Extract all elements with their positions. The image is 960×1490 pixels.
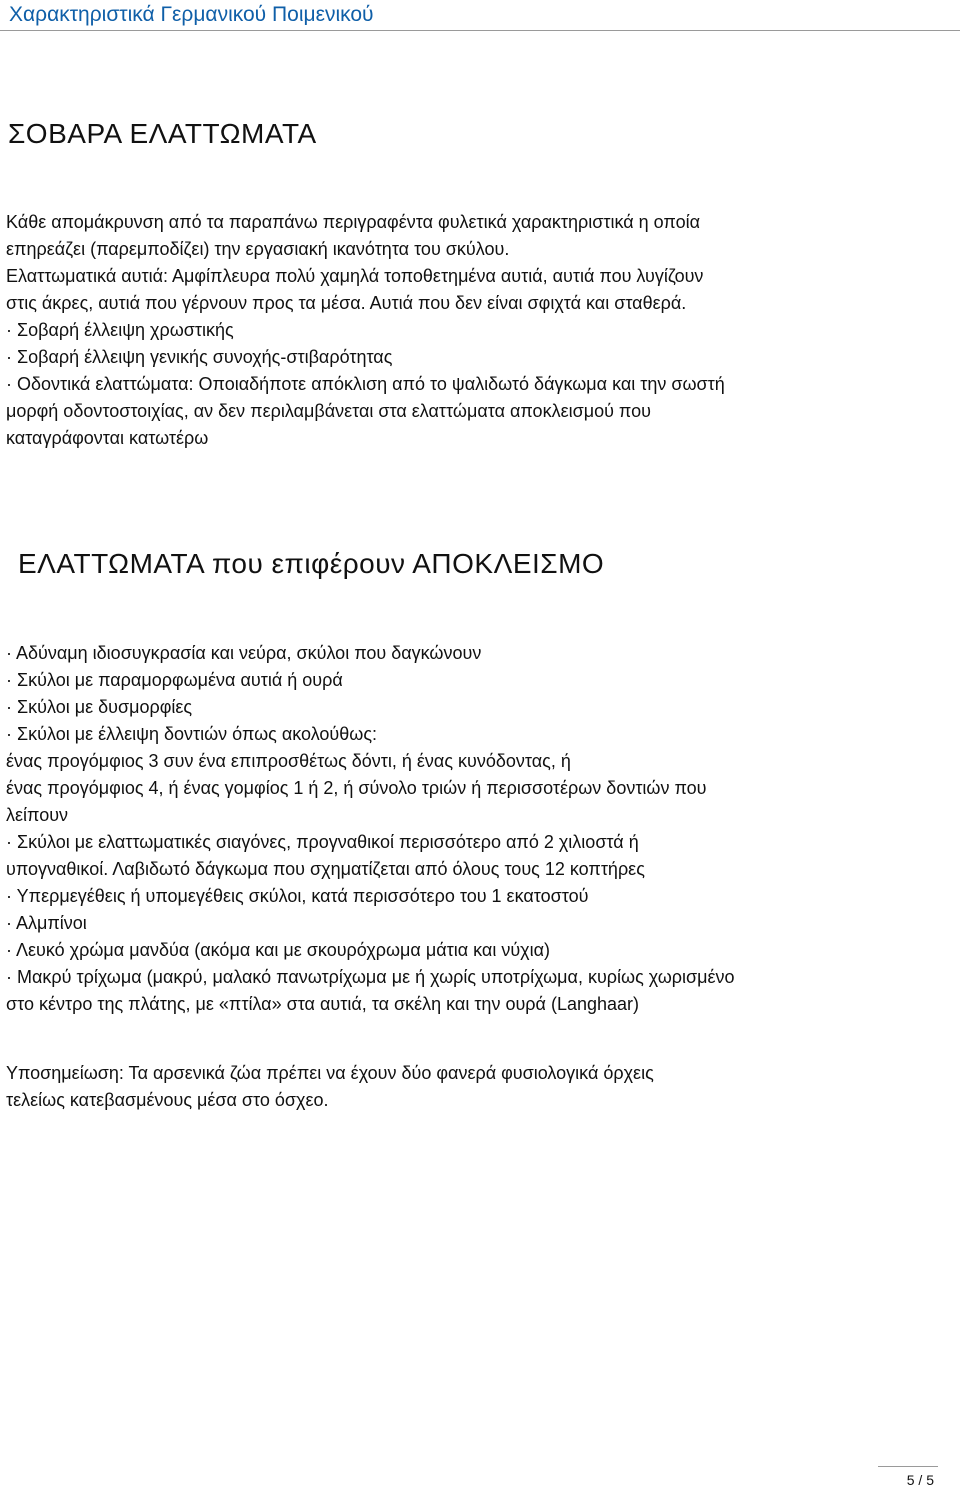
footnote-text	[6, 1060, 946, 1114]
text-line: Κάθε απομάκρυνση από τα παραπάνω περιγραφέντα φυλετικά χαρακτηριστικά η οποία	[6, 212, 700, 232]
bullet-line: · Σοβαρή έλλειψη χρωστικής	[6, 320, 234, 340]
bullet-line: · Λευκό χρώμα μανδύα (ακόμα και με σκουρόχρωμα μάτια και νύχια)	[6, 940, 551, 960]
bullet-line: · Σκύλοι με παραμορφωμένα αυτιά ή ουρά	[6, 670, 343, 690]
text-line: υπογναθικοί. Λαβιδωτό δάγκωμα που σχηματίζεται από όλους τους 12 κοπτήρες	[6, 859, 645, 879]
text-line: λείπουν	[6, 805, 69, 825]
document-title: Χαρακτηριστικά Γερμανικού Ποιμενικού	[9, 3, 374, 26]
page-header	[0, 0, 960, 31]
bullet-line: · Αλμπίνοι	[6, 913, 87, 933]
bullet-line: · Σκύλοι με έλλειψη δοντιών όπως ακολούθως:	[6, 724, 378, 744]
text-line: καταγράφονται κατωτέρω	[6, 428, 209, 448]
text-line: στο κέντρο της πλάτης, με «πτίλα» στα αυτιά, τα σκέλη και την ουρά (Langhaar)	[6, 994, 640, 1014]
section-heading-disqualifying-faults: ΕΛΑΤΤΩΜΑΤΑ που επιφέρουν ΑΠΟΚΛΕΙΣΜΟ	[18, 548, 605, 579]
section-heading-serious-faults: ΣΟΒΑΡΑ ΕΛΑΤΤΩΜΑΤΑ	[8, 118, 317, 149]
disqualifying-faults-text	[6, 640, 946, 1018]
bullet-line: · Υπερμεγέθεις ή υπομεγέθεις σκύλοι, κατά περισσότερο του 1 εκατοστού	[6, 886, 589, 906]
bullet-line: · Σοβαρή έλλειψη γενικής συνοχής-στιβαρότητας	[6, 347, 393, 367]
page-number: 5 / 5	[906, 1472, 934, 1488]
text-line: Υποσημείωση: Τα αρσενικά ζώα πρέπει να έχουν δύο φανερά φυσιολογικά όρχεις	[6, 1063, 654, 1083]
text-line: ένας προγόμφιος 4, ή ένας γομφίος 1 ή 2, ή σύνολο τριών ή περισσοτέρων δοντιών που	[6, 778, 707, 798]
bullet-line: · Μακρύ τρίχωμα (μακρύ, μαλακό πανωτρίχωμα με ή χωρίς υποτρίχωμα, κυρίως χωρισμένο	[6, 967, 735, 987]
text-line: στις άκρες, αυτιά που γέρνουν προς τα μέσα. Αυτιά που δεν είναι σφιχτά και σταθερά.	[6, 293, 687, 313]
serious-faults-text	[6, 209, 946, 452]
text-line: τελείως κατεβασμένους μέσα στο όσχεο.	[6, 1090, 329, 1110]
bullet-line: · Σκύλοι με δυσμορφίες	[6, 697, 193, 717]
bullet-line: · Αδύναμη ιδιοσυγκρασία και νεύρα, σκύλοι που δαγκώνουν	[6, 643, 482, 663]
text-line: ένας προγόμφιος 3 συν ένα επιπροσθέτως δόντι, ή ένας κυνόδοντας, ή	[6, 751, 571, 771]
text-line: μορφή οδοντοστοιχίας, αν δεν περιλαμβάνεται στα ελαττώματα αποκλεισμού που	[6, 401, 651, 421]
bullet-line: · Οδοντικά ελαττώματα: Οποιαδήποτε απόκλιση από το ψαλιδωτό δάγκωμα και την σωστή	[6, 374, 725, 394]
text-line: επηρεάζει (παρεμποδίζει) την εργασιακή ικανότητα του σκύλου.	[6, 239, 510, 259]
bullet-line: · Σκύλοι με ελαττωματικές σιαγόνες, προγναθικοί περισσότερο από 2 χιλιοστά ή	[6, 832, 639, 852]
footer-divider	[878, 1466, 938, 1467]
text-line: Ελαττωματικά αυτιά: Αμφίπλευρα πολύ χαμηλά τοποθετημένα αυτιά, αυτιά που λυγίζουν	[6, 266, 704, 286]
